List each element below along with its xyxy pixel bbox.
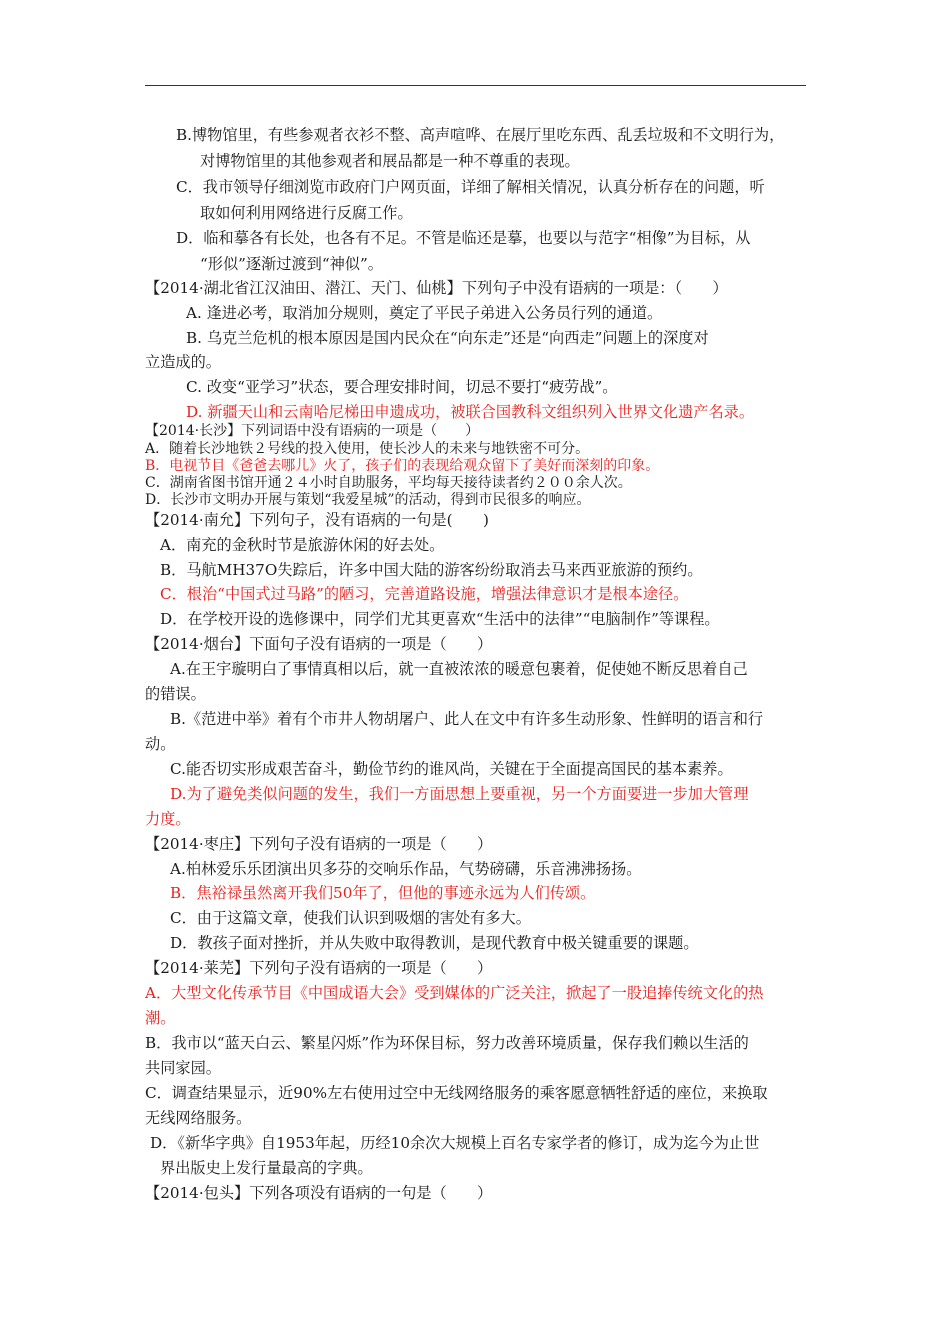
option-line: B．我市以“蓝天白云、繁星闪烁”作为环保目标，努力改善环境质量，保存我们赖以生活的 — [145, 1034, 749, 1052]
question-heading: 【2014·枣庄】下列句子没有语病的一项是（ ） — [145, 835, 493, 853]
option-line: D．在学校开设的选修课中，同学们尤其更喜欢“生活中的法律”“电脑制作”等课程。 — [160, 610, 720, 628]
header-rule — [145, 85, 806, 86]
option-line: C．调查结果显示，近90%左右使用过空中无线网络服务的乘客愿意牺牲舒适的座位，来换取 — [145, 1084, 768, 1102]
question-heading: 【2014·南允】下列句子，没有语病的一句是( ) — [145, 511, 489, 529]
question-heading: 【2014·湖北省江汉油田、潜江、天门、仙桃】下列句子中没有语病的一项是：（ ） — [145, 279, 728, 297]
option-line: B.《范进中举》着有个市井人物胡屠户、此人在文中有许多生动形象、性鲜明的语言和行 — [170, 710, 764, 728]
text-line: 无线网络服务。 — [145, 1109, 252, 1127]
option-line: A．南充的金秋时节是旅游休闲的好去处。 — [160, 536, 445, 554]
option-line: C.能否切实形成艰苦奋斗，勤俭节约的谁风尚，关键在于全面提高国民的基本素养。 — [170, 760, 733, 778]
option-line: D．长沙市文明办开展与策划“我爱星城”的活动，得到市民很多的响应。 — [145, 492, 591, 508]
option-line: B．马航MH37O失踪后，许多中国大陆的游客纷纷取消去马来西亚旅游的预约。 — [160, 561, 703, 579]
text-line: 立造成的。 — [145, 353, 221, 371]
text-line: 共同家园。 — [145, 1059, 221, 1077]
option-line: A.在王宇璇明白了事情真相以后，就一直被浓浓的暖意包裹着，促使她不断反思着自己 — [170, 660, 748, 678]
option-line: A．随着长沙地铁２号线的投入使用，使长沙人的未来与地铁密不可分。 — [145, 441, 590, 457]
text-line: “形似”逐渐过渡到“神似”。 — [200, 255, 383, 273]
answer-option-line: C．根治“中国式过马路”的陋习，完善道路设施，增强法律意识才是根本途径。 — [160, 585, 689, 603]
question-heading: 【2014·烟台】下面句子没有语病的一项是（ ） — [145, 635, 493, 653]
text-line: 的错误。 — [145, 685, 206, 703]
answer-option-line: 力度。 — [145, 810, 191, 828]
option-line: C．由于这篇文章，使我们认识到吸烟的害处有多大。 — [170, 909, 531, 927]
answer-option-line: A．大型文化传承节目《中国成语大会》受到媒体的广泛关注，掀起了一股追捧传统文化的热 — [145, 984, 764, 1002]
question-heading: 【2014·长沙】下列词语中没有语病的一项是（ ） — [145, 423, 480, 439]
answer-option-line: B．电视节目《爸爸去哪儿》火了，孩子们的表现给观众留下了美好而深刻的印象。 — [145, 458, 660, 474]
question-heading: 【2014·包头】下列各项没有语病的一句是（ ） — [145, 1184, 493, 1202]
answer-option-line: D.为了避免类似问题的发生，我们一方面思想上要重视，另一个方面要进一步加大管理 — [170, 785, 749, 803]
option-line: C．湖南省图书馆开通２４小时自助服务，平均每天接待读者约２００余人次。 — [145, 475, 632, 491]
answer-option-line: D. 新疆天山和云南哈尼梯田申遗成功，被联合国教科文组织列入世界文化遗产名录。 — [186, 403, 755, 421]
question-heading: 【2014·莱芜】下列句子没有语病的一项是（ ） — [145, 959, 493, 977]
text-line: 动。 — [145, 735, 176, 753]
text-line: C．我市领导仔细浏览市政府门户网页面，详细了解相关情况，认真分析存在的问题，听 — [176, 178, 765, 196]
option-line: B. 乌克兰危机的根本原因是国内民众在“向东走”还是“向西走”问题上的深度对 — [186, 329, 709, 347]
text-line: B.博物馆里，有些参观者衣衫不整、高声喧哗、在展厅里吃东西、乱丢垃圾和不文明行为， — [176, 126, 785, 144]
answer-option-line: 潮。 — [145, 1009, 176, 1027]
option-line: D．《新华字典》自1953年起，历经10余次大规模上百名专家学者的修订，成为迄今为止世 — [150, 1134, 760, 1152]
text-line: 界出版史上发行量最高的字典。 — [160, 1159, 373, 1177]
text-line: D．临和摹各有长处，也各有不足。不管是临还是摹，也要以与范字“相像”为目标，从 — [176, 229, 751, 247]
option-line: A.柏林爱乐乐团演出贝多芬的交响乐作品，气势磅礴，乐音沸沸扬扬。 — [170, 860, 642, 878]
option-line: D．教孩子面对挫折，并从失败中取得教训，是现代教育中极关键重要的课题。 — [170, 934, 699, 952]
answer-option-line: B．焦裕禄虽然离开我们50年了，但他的事迹永远为人们传颂。 — [170, 884, 596, 902]
option-line: C. 改变“亚学习”状态，要合理安排时间，切忌不要打“疲劳战”。 — [186, 378, 618, 396]
text-line: 对博物馆里的其他参观者和展品都是一种不尊重的表现。 — [200, 152, 580, 170]
option-line: A. 逢进必考，取消加分规则，奠定了平民子弟进入公务员行列的通道。 — [186, 304, 663, 322]
text-line: 取如何利用网络进行反腐工作。 — [200, 204, 413, 222]
